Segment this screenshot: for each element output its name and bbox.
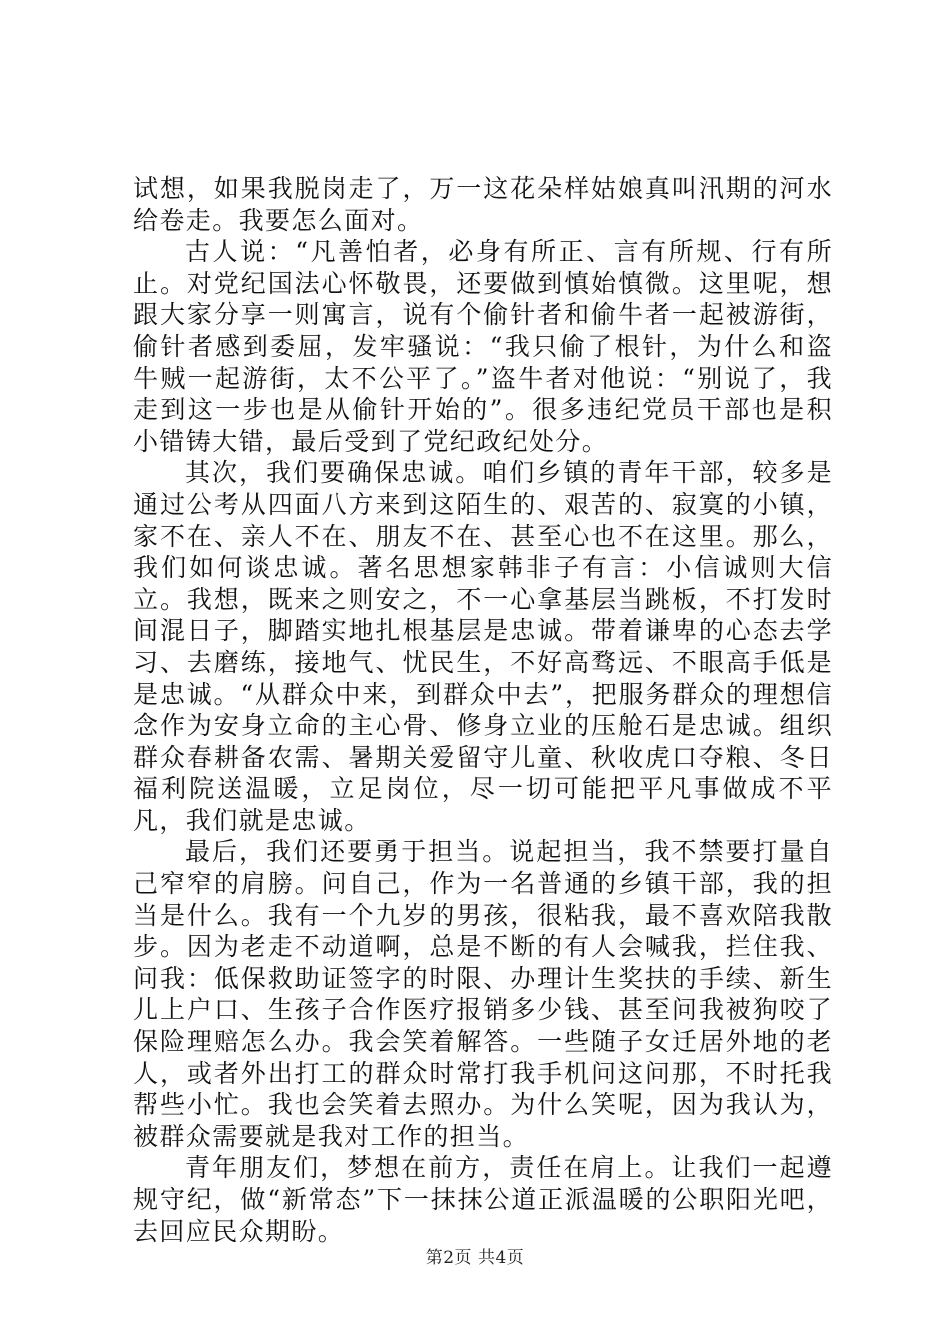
paragraph-closing: 青年朋友们，梦想在前方，责任在肩上。让我们一起遵规守纪，做“新常态”下一抹抹公道正派温暖的公职阳光吧，去回应民众期盼。 <box>133 1153 833 1246</box>
paragraph-responsibility: 最后，我们还要勇于担当。说起担当，我不禁要打量自己窄窄的肩膀。问自己，作为一名普通的乡镇干部，我的担当是什么。我有一个九岁的男孩，很粘我，最不喜欢陪我散步。因为老走不动道啊，总是不断的有人会喊我，拦住我、问我：低保救助证签字的时限、办理计生奖扶的手续、新生儿上户口、生孩子合作医疗报销多少钱、甚至问我被狗咬了保险理赔怎么办。我会笑着解答。一些随子女迁居外地的老人，或者外出打工的群众时常打我手机问这问那，不时托我帮些小忙。我也会笑着去照办。为什么笑呢，因为我认为，被群众需要就是我对工作的担当。 <box>133 837 833 1151</box>
page-number-footer: 第2页 共4页 <box>425 1248 525 1268</box>
document-body <box>133 173 833 1247</box>
paragraph-ancient-saying: 古人说：“凡善怕者，必身有所正、言有所规、行有所止。对党纪国法心怀敬畏，还要做到慎始慎微。这里呢，想跟大家分享一则寓言，说有个偷针者和偷牛者一起被游街，偷针者感到委屈，发牢骚说：“我只偷了根针，为什么和盗牛贼一起游街，太不公平了。”盗牛者对他说：“别说了，我走到这一步也是从偷针开始的”。很多违纪党员干部也是积小错铸大错，最后受到了党纪政纪处分。 <box>133 237 833 456</box>
paragraph-continuation: 试想，如果我脱岗走了，万一这花朵样姑娘真叫汛期的河水给卷走。我要怎么面对。 <box>133 174 833 235</box>
paragraph-loyalty: 其次，我们要确保忠诚。咱们乡镇的青年干部，较多是通过公考从四面八方来到这陌生的、艰苦的、寂寞的小镇，家不在、亲人不在、朋友不在、甚至心也不在这里。那么，我们如何谈忠诚。著名思想家韩非子有言：小信诚则大信立。我想，既来之则安之，不一心拿基层当跳板，不打发时间混日子，脚踏实地扎根基层是忠诚。带着谦卑的心态去学习、去磨练，接地气、忧民生，不好高骛远、不眼高手低是是忠诚。“从群众中来，到群众中去”，把服务群众的理想信念作为安身立命的主心骨、修身立业的压舱石是忠诚。组织群众春耕备农需、暑期关爱留守儿童、秋收虎口夺粮、冬日福利院送温暖，立足岗位，尽一切可能把平凡事做成不平凡，我们就是忠诚。 <box>133 458 833 835</box>
